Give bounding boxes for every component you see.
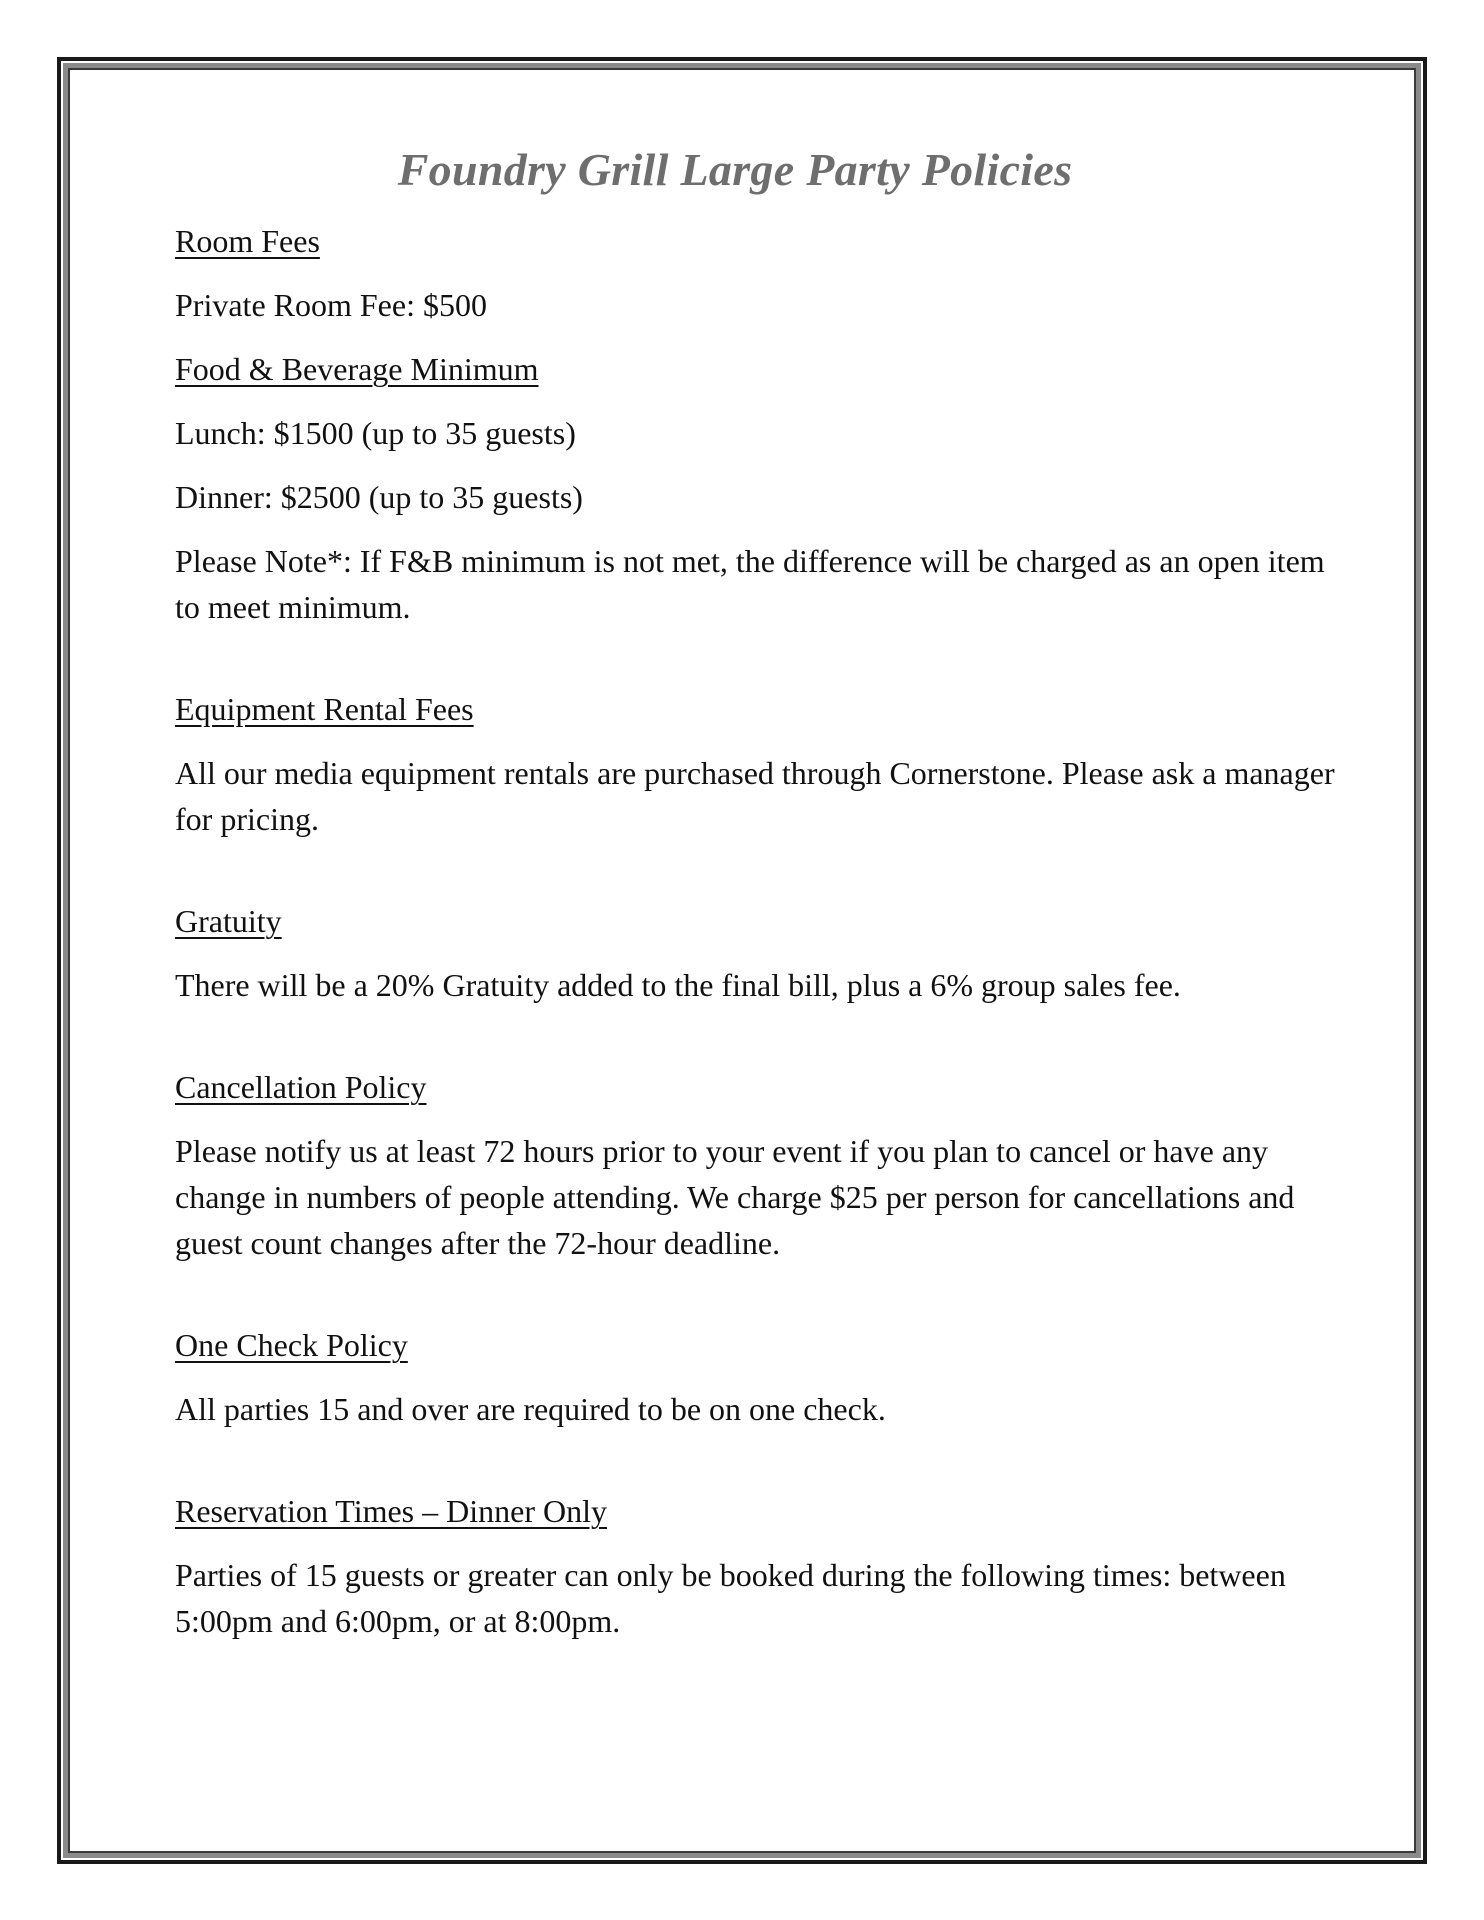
section-cancellation bbox=[175, 1064, 1335, 1266]
cancellation-heading: Cancellation Policy bbox=[175, 1069, 427, 1105]
policy-content bbox=[175, 140, 1335, 1644]
section-equipment-rental bbox=[175, 686, 1335, 842]
room-fees-heading: Room Fees bbox=[175, 223, 320, 259]
gratuity-text: There will be a 20% Gratuity added to the final bill, plus a 6% group sales fee. bbox=[175, 967, 1181, 1003]
equipment-rental-text: All our media equipment rentals are purchased through Cornerstone. Please ask a manager for pricing. bbox=[175, 755, 1335, 837]
lunch-minimum: Lunch: $1500 (up to 35 guests) bbox=[175, 415, 576, 451]
one-check-text: All parties 15 and over are required to be on one check. bbox=[175, 1391, 886, 1427]
private-room-fee: Private Room Fee: $500 bbox=[175, 287, 487, 323]
section-room-fees bbox=[175, 218, 1335, 328]
dinner-minimum: Dinner: $2500 (up to 35 guests) bbox=[175, 479, 583, 515]
gratuity-heading: Gratuity bbox=[175, 903, 282, 939]
fb-minimum-heading: Food & Beverage Minimum bbox=[175, 351, 539, 387]
reservation-times-text: Parties of 15 guests or greater can only be booked during the following times: between 5:00pm and 6:00pm, or at 8:00pm. bbox=[175, 1557, 1286, 1639]
section-fb-minimum bbox=[175, 346, 1335, 630]
equipment-rental-heading: Equipment Rental Fees bbox=[175, 691, 474, 727]
section-one-check bbox=[175, 1322, 1335, 1432]
cancellation-text: Please notify us at least 72 hours prior to your event if you plan to cancel or have any change in numbers of people attending. We charge $25 per person for cancellations and guest count changes after the 72-hour deadline. bbox=[175, 1133, 1295, 1261]
fb-minimum-note: Please Note*: If F&B minimum is not met, the difference will be charged as an open item to meet minimum. bbox=[175, 543, 1325, 625]
document-title: Foundry Grill Large Party Policies bbox=[397, 144, 1073, 195]
reservation-times-heading: Reservation Times – Dinner Only bbox=[175, 1493, 607, 1529]
section-reservation-times bbox=[175, 1488, 1335, 1644]
one-check-heading: One Check Policy bbox=[175, 1327, 408, 1363]
section-gratuity bbox=[175, 898, 1335, 1008]
